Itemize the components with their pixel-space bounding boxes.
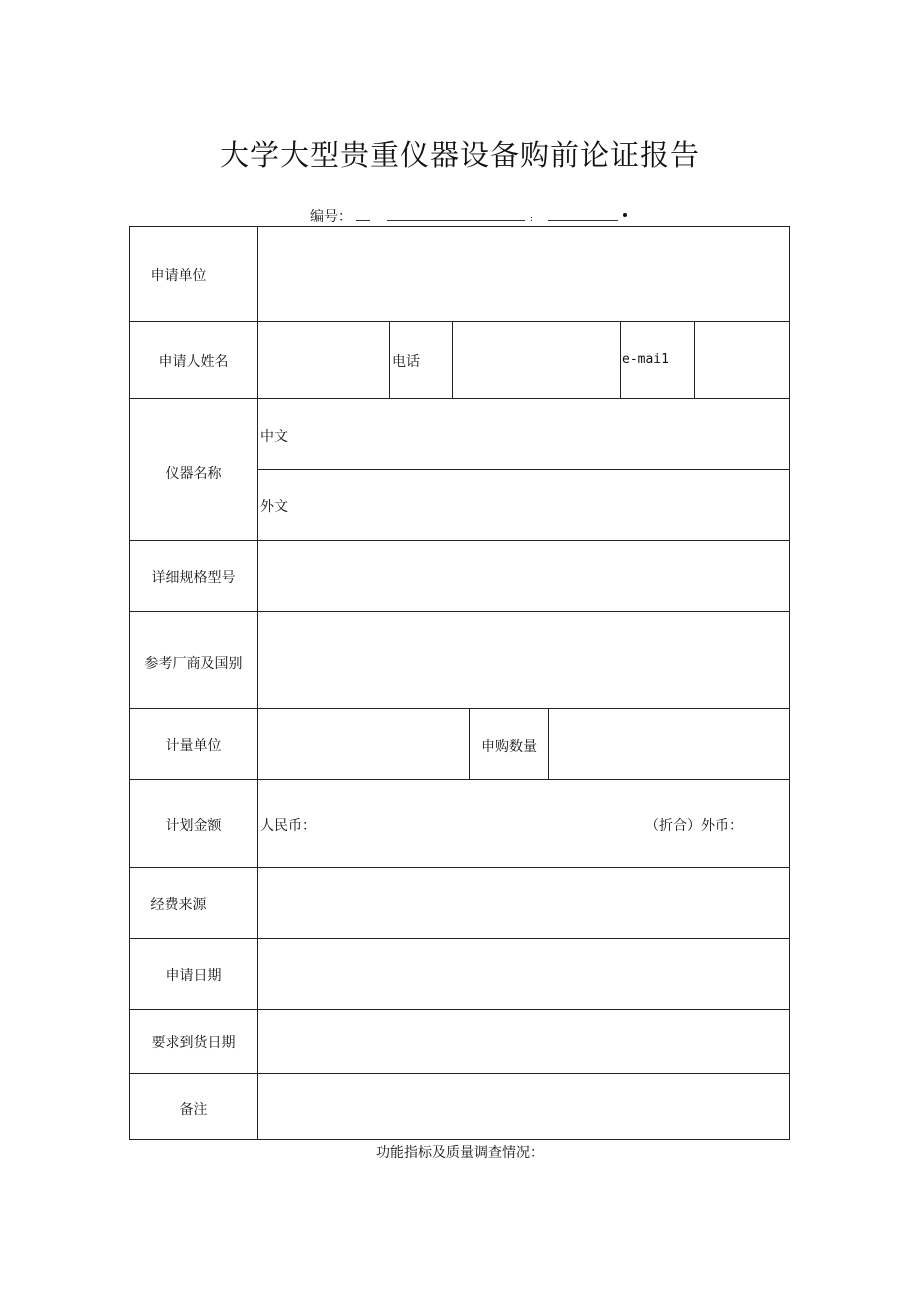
row-divider <box>130 779 789 780</box>
spec-model-label: 详细规格型号 <box>151 570 236 586</box>
delivery-date-field[interactable] <box>258 1010 789 1073</box>
apply-date-label: 申请日期 <box>165 968 222 984</box>
manufacturer-label: 参考厂商及国别 <box>144 656 243 672</box>
funding-source-label: 经费来源 <box>150 897 207 913</box>
cell-divider <box>620 321 621 398</box>
phone-field[interactable] <box>453 322 620 398</box>
apply-date-field[interactable] <box>258 939 789 1009</box>
footer-note: 功能指标及质量调查情况： <box>376 1145 544 1161</box>
funding-source-field[interactable] <box>258 868 789 938</box>
remarks-field[interactable] <box>258 1074 789 1139</box>
serial-blank-2[interactable] <box>387 208 525 221</box>
applicant-name-field[interactable] <box>258 322 389 398</box>
application-form-table <box>129 226 790 1140</box>
applicant-unit-field[interactable] <box>258 227 789 321</box>
instrument-chinese-field[interactable] <box>290 399 789 469</box>
unit-label: 计量单位 <box>165 738 222 754</box>
applicant-name-label: 申请人姓名 <box>158 354 229 370</box>
serial-dot <box>623 213 627 217</box>
email-label: e-mai1 <box>622 352 669 367</box>
cell-divider <box>389 321 390 398</box>
spec-model-field[interactable] <box>258 541 789 611</box>
email-field[interactable] <box>695 322 789 398</box>
phone-label: 电话 <box>392 354 420 370</box>
serial-separator: : <box>529 214 533 224</box>
applicant-unit-label: 申请单位 <box>150 268 207 284</box>
instrument-foreign-label: 外文 <box>260 499 288 515</box>
instrument-foreign-field[interactable] <box>290 470 789 540</box>
instrument-chinese-label: 中文 <box>260 429 288 445</box>
serial-number-line <box>310 206 627 226</box>
serial-blank-3[interactable] <box>548 208 618 221</box>
unit-field[interactable] <box>258 709 469 779</box>
page-title: 大学大型贵重仪器设备购前论证报告 <box>219 138 700 172</box>
remarks-label: 备注 <box>179 1102 208 1118</box>
foreign-currency-label: （折合）外币： <box>645 818 743 834</box>
instrument-name-label: 仪器名称 <box>165 466 222 482</box>
quantity-field[interactable] <box>549 709 789 779</box>
rmb-field[interactable] <box>320 787 640 859</box>
serial-blank-1[interactable] <box>356 208 370 221</box>
delivery-date-label: 要求到货日期 <box>151 1035 236 1051</box>
serial-label: 编号： <box>310 209 352 225</box>
planned-amount-label: 计划金额 <box>165 818 222 834</box>
manufacturer-field[interactable] <box>258 612 789 708</box>
rmb-label: 人民币： <box>260 818 316 834</box>
quantity-label: 申购数量 <box>481 739 537 755</box>
